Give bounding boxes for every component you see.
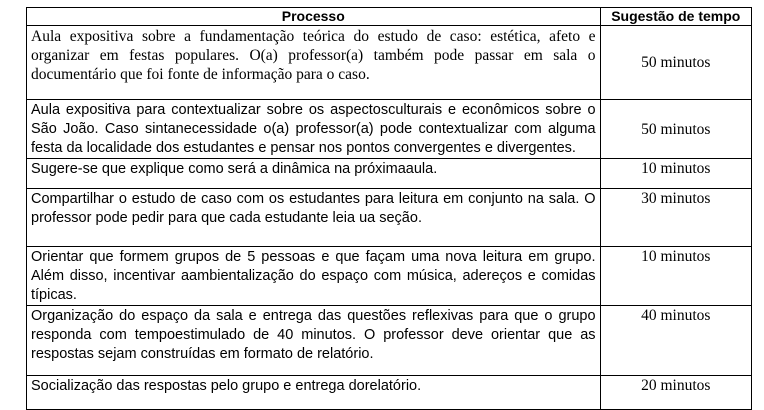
process-cell: Organização do espaço da sala e entrega das questões reflexivas para que o grupo responda com tempoestimulado de 40 minutos. O professor deve orientar que as respostas sejam construídas em formato de relatório. — [27, 306, 601, 376]
header-time: Sugestão de tempo — [600, 8, 751, 26]
time-cell: 10 minutos — [600, 159, 751, 189]
header-process: Processo — [27, 8, 601, 26]
time-cell: 30 minutos — [600, 189, 751, 247]
time-cell: 40 minutos — [600, 306, 751, 376]
table-row — [27, 306, 752, 376]
process-cell: Socialização das respostas pelo grupo e entrega dorelatório. — [27, 376, 601, 410]
process-cell: Orientar que formem grupos de 5 pessoas e que façam uma nova leitura em grupo. Além disso, incentivar aambientalização do espaço com música, adereços e comidas típicas. — [27, 247, 601, 306]
time-cell: 10 minutos — [600, 247, 751, 306]
header-row — [27, 8, 752, 26]
time-cell: 50 minutos — [600, 26, 751, 100]
table-row — [27, 26, 752, 100]
table-row — [27, 100, 752, 159]
process-table — [26, 7, 752, 410]
time-cell: 50 minutos — [600, 100, 751, 159]
table-row — [27, 376, 752, 410]
process-cell: Aula expositiva para contextualizar sobre os aspectosculturais e econômicos sobre o São João. Caso sintanecessidade o(a) professor(a) pode contextualizar com alguma festa da localidade dos estudantes e pensar nos pontos convergentes e divergentes. — [27, 100, 601, 159]
process-cell: Aula expositiva sobre a fundamentação teórica do estudo de caso: estética, afeto e organizar em festas populares. O(a) professor(a) também pode passar em sala o documentário que foi fonte de informação para o caso. — [27, 26, 601, 100]
process-cell: Sugere-se que explique como será a dinâmica na próximaaula. — [27, 159, 601, 189]
time-cell: 20 minutos — [600, 376, 751, 410]
table-row — [27, 189, 752, 247]
table-row — [27, 247, 752, 306]
process-cell: Compartilhar o estudo de caso com os estudantes para leitura em conjunto na sala. O professor pode pedir para que cada estudante leia ua seção. — [27, 189, 601, 247]
table-row — [27, 159, 752, 189]
